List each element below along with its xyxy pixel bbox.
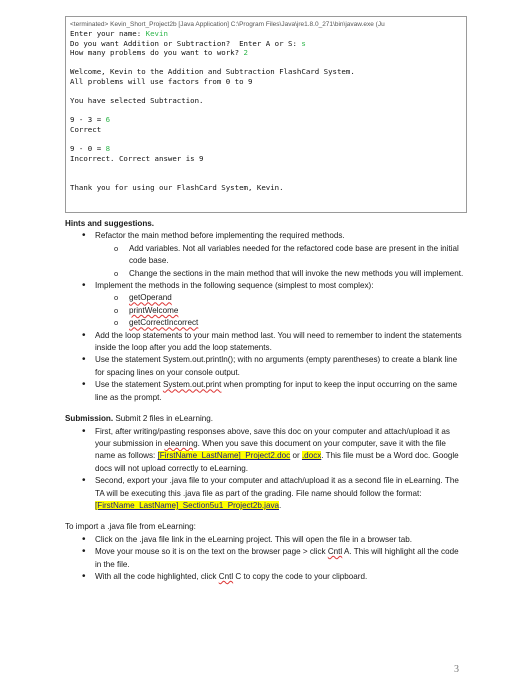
user-input: 2	[243, 48, 248, 58]
console-lines	[70, 29, 462, 192]
hint-subitem: o Add variables. Not all variables needed for the refactored code base are present in the initial code base.	[65, 243, 465, 268]
document-body	[65, 218, 465, 583]
console-title: <terminated> Kevin_Short_Project2b [Java Application] C:\Program Files\Java\jre1.8.0_271\bin\javaw.exe (Ju	[70, 21, 385, 28]
hints-list	[65, 230, 465, 404]
console-line: Thank you for using our FlashCard System, Kevin.	[70, 182, 284, 192]
method-item	[65, 292, 465, 304]
submission-intro: Submission. Submit 2 files in eLearning.	[65, 414, 214, 424]
user-input: 8	[105, 144, 111, 154]
console-line: Incorrect. Correct answer is 9	[70, 153, 204, 163]
import-item: • Click on the .java file link in the eLearning project. This will open the file in a browser tab.	[65, 534, 465, 546]
hint-item: • Refactor the main method before implementing the required methods.	[65, 230, 465, 242]
filename-highlight: [FirstName_LastName]_Project2.doc	[157, 451, 291, 461]
console-line: Welcome, Kevin to the Addition and Subtraction FlashCard System.	[70, 67, 355, 77]
console-line: 9 - 3 = 6	[70, 115, 111, 125]
method-item	[65, 305, 465, 317]
method-item	[65, 317, 465, 329]
hint-subitem: o Change the sections in the main method that will invoke the new methods you will implement.	[65, 268, 465, 280]
page-number: 3	[454, 664, 459, 675]
method-name: getOperand	[129, 293, 172, 303]
java-filename-highlight: [FirstName_LastName]_Section5u1_Project2b.java	[95, 500, 280, 510]
console-line	[70, 58, 462, 68]
console-line: 9 - 0 = 8	[70, 144, 111, 154]
import-item: • With all the code highlighted, click Cntl C to copy the code to your clipboard.	[65, 571, 465, 583]
console-line	[70, 87, 462, 97]
console-line: How many problems do you want to work? 2	[70, 48, 248, 58]
import-item: • Move your mouse so it is on the text on the browser page > click Cntl A. This will highlight all the code in the file.	[65, 546, 465, 571]
console-line	[70, 135, 462, 145]
console-line: Do you want Addition or Subtraction? Enter A or S: s	[70, 38, 306, 48]
hint-item: • Use the statement System.out.println(); with no arguments (empty parentheses) to create a blank line for spacing lines on your console output.	[65, 354, 465, 379]
console-line	[70, 173, 462, 183]
method-name: printWelcome	[129, 305, 179, 315]
user-input: 6	[105, 115, 111, 125]
user-input: Kevin	[145, 29, 168, 38]
console-line: You have selected Subtraction.	[70, 96, 204, 106]
hint-item: • Use the statement System.out.print when prompting for input to keep the input occurring on the same line as the prompt.	[65, 379, 465, 404]
hint-item: • Add the loop statements to your main method last. You will need to remember to indent the statements inside the loop after you add the loop statements.	[65, 330, 465, 355]
submission-item: • Second, export your .java file to your computer and attach/upload it as a second file in eLearning. The TA will be executing this .java file as part of the grading. File name should follow the format: [FirstName_LastName]_Section5u1_Project2b.java.	[65, 475, 465, 512]
hint-item: • Implement the methods in the following sequence (simplest to most complex):	[65, 280, 465, 292]
user-input: s	[301, 38, 306, 48]
hints-heading: Hints and suggestions.	[65, 219, 155, 228]
import-list	[65, 534, 465, 584]
console-line: Correct	[70, 124, 102, 134]
console-line	[70, 106, 462, 116]
method-name: getCorrectIncorrect	[129, 318, 199, 328]
submission-heading: Submission.	[65, 414, 114, 424]
console-line: All problems will use factors from 0 to 9	[70, 76, 253, 86]
submission-item: • First, after writing/pasting responses above, save this doc on your computer and attach/upload it as your submission in elearning. When you save this document on your computer, save it with the file name as follows: [FirstName_LastName]_Project2.doc or .docx. This file must be a Word doc. Google docs will not upload correctly to eLearning.	[65, 426, 465, 476]
import-heading: To import a .java file from eLearning:	[65, 522, 196, 532]
console-line	[70, 163, 462, 173]
console-output	[65, 16, 467, 213]
console-line: Enter your name: Kevin	[70, 29, 168, 38]
extension-highlight: .docx	[301, 451, 322, 461]
submission-list	[65, 426, 465, 513]
